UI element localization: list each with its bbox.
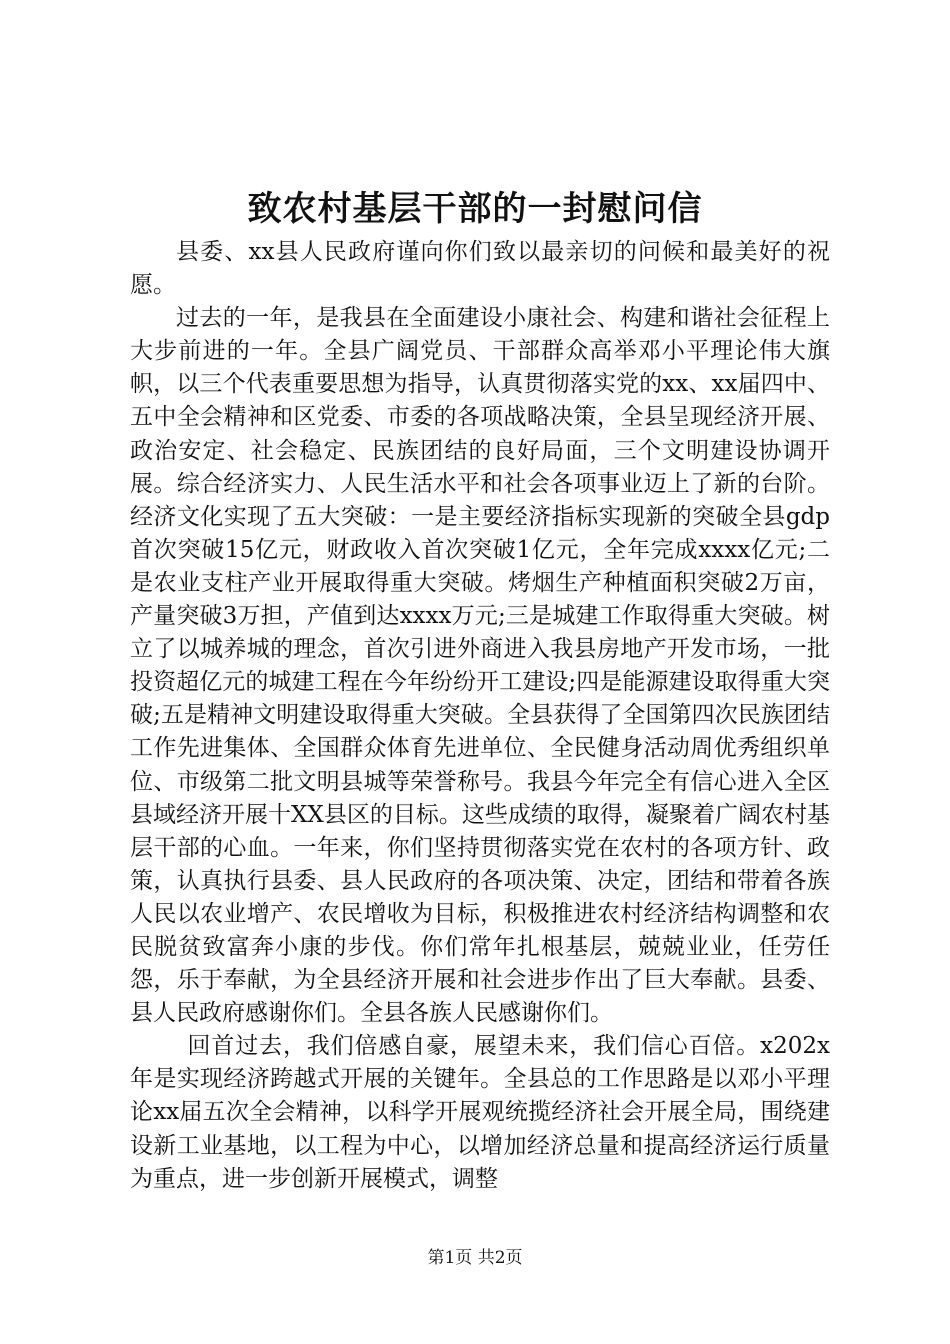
paragraph-achievements: 过去的一年，是我县在全面建设小康社会、构建和谐社会征程上大步前进的一年。全县广阔党员、干部群众高举邓小平理论伟大旗帜，以三个代表重要思想为指导，认真贯彻落实党的xx、xx届四中、五中全会精神和区党委、市委的各项战略决策，全县呈现经济开展、政治安定、社会稳定、民族团结的良好局面，三个文明建设协调开展。综合经济实力、人民生活水平和社会各项事业迈上了新的台阶。经济文化实现了五大突破：一是主要经济指标实现新的突破全县gdp首次突破15亿元，财政收入首次突破1亿元，全年完成xxxx亿元;二是农业支柱产业开展取得重大突破。烤烟生产种植面积突破2万亩，产量突破3万担，产值到达xxxx万元;三是城建工作取得重大突破。树立了以城养城的理念，首次引进外商进入我县房地产开发市场，一批投资超亿元的城建工程在今年纷纷开工建设;四是能源建设取得重大突破;五是精神文明建设取得重大突破。全县获得了全国第四次民族团结工作先进集体、全国群众体育先进单位、全民健身活动周优秀组织单位、市级第二批文明县城等荣誉称号。我县今年完全有信心进入全区县域经济开展十XX县区的目标。这些成绩的取得，凝聚着广阔农村基层干部的心血。一年来，你们坚持贯彻落实党在农村的各项方针、政策，认真执行县委、县人民政府的各项决策、决定，团结和带着各族人民以农业增产、农民增收为目标，积极推进农村经济结构调整和农民脱贫致富奔小康的步伐。你们常年扎根基层，兢兢业业，任劳任怨，乐于奉献，为全县经济开展和社会进步作出了巨大奉献。县委、县人民政府感谢你们。全县各族人民感谢你们。 [130,305,830,1027]
document-title: 致农村基层干部的一封慰问信 [247,189,703,229]
paragraph-outlook: 回首过去，我们倍感自豪，展望未来，我们信心百倍。x202x年是实现经济跨越式开展的关键年。全县总的工作思路是以邓小平理论xx届五次全会精神，以科学开展观统揽经济社会开展全局，围绕建设新工业基地，以工程为中心，以增加经济总量和提高经济运行质量为重点，进一步创新开展模式，调整 [130,1033,830,1192]
paragraph-greeting: 县委、xx县人民政府谨向你们致以最亲切的问候和最美好的祝愿。 [130,239,830,299]
letter-body [130,236,830,1196]
page-number-footer: 第1页 共2页 [427,1248,523,1268]
